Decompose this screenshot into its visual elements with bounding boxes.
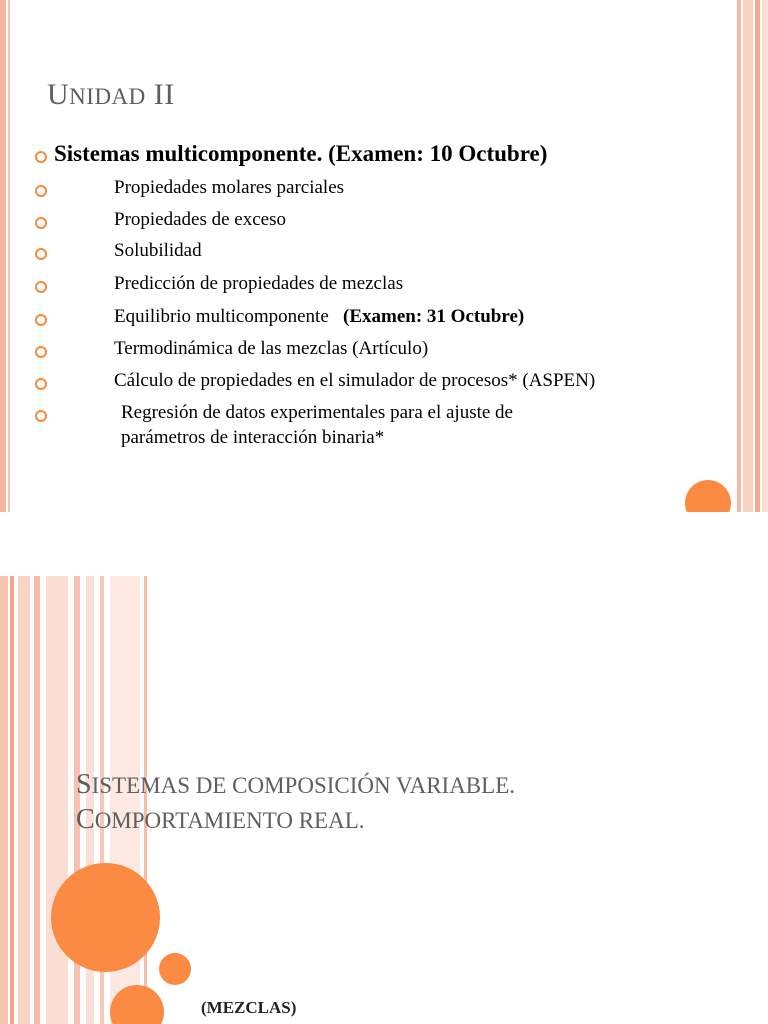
topic-item: Propiedades de exceso xyxy=(114,209,286,230)
topic-item-continuation: parámetros de interacción binaria* xyxy=(121,427,385,448)
bullet-icon xyxy=(35,314,47,326)
bullet-icon xyxy=(35,410,47,422)
topic-item: Solubilidad xyxy=(114,240,202,261)
bullet-icon xyxy=(35,185,47,197)
topic-item: Propiedades molares parciales xyxy=(114,177,345,198)
decorative-circle xyxy=(685,480,731,512)
bullet-icon xyxy=(35,248,47,260)
decorative-stripe xyxy=(755,0,760,512)
section-subtitle: (MEZCLAS) xyxy=(201,998,297,1017)
bullet-icon xyxy=(35,346,47,358)
decorative-stripe xyxy=(8,0,10,512)
bullet-icon xyxy=(35,281,47,293)
decorative-stripe xyxy=(737,0,741,512)
decorative-stripe xyxy=(34,576,40,1024)
topic-item: Predicción de propiedades de mezclas xyxy=(114,273,404,294)
decorative-circle xyxy=(51,863,160,972)
decorative-circle xyxy=(159,953,191,985)
section-title: SISTEMAS DE COMPOSICIÓN VARIABLE. COMPORTAMIENTO REAL. xyxy=(76,769,516,835)
topic-item: Equilibrio multicomponente (Examen: 31 Octubre) xyxy=(114,306,525,327)
slide-title: UNIDAD II xyxy=(47,78,175,111)
decorative-stripe xyxy=(18,576,30,1024)
decorative-stripe xyxy=(0,0,6,512)
topic-item: Termodinámica de las mezclas (Artículo) xyxy=(114,338,429,359)
exam-date: (Examen: 31 Octubre) xyxy=(343,306,525,327)
bullet-icon xyxy=(35,151,47,163)
main-topic: Sistemas multicomponente. (Examen: 10 Octubre) xyxy=(54,141,548,166)
slide-2 xyxy=(0,576,768,1024)
decorative-circle xyxy=(110,985,164,1024)
decorative-stripe xyxy=(0,576,8,1024)
topic-item: Regresión de datos experimentales para el ajuste de xyxy=(121,402,513,423)
decorative-stripe xyxy=(46,576,68,1024)
topic-item: Cálculo de propiedades en el simulador de procesos* (ASPEN) xyxy=(114,370,596,391)
decorative-stripe xyxy=(743,0,753,512)
bullet-icon xyxy=(35,217,47,229)
decorative-stripe xyxy=(10,576,14,1024)
slide-gap xyxy=(0,512,768,576)
bullet-icon xyxy=(35,378,47,390)
decorative-stripe xyxy=(762,0,768,512)
